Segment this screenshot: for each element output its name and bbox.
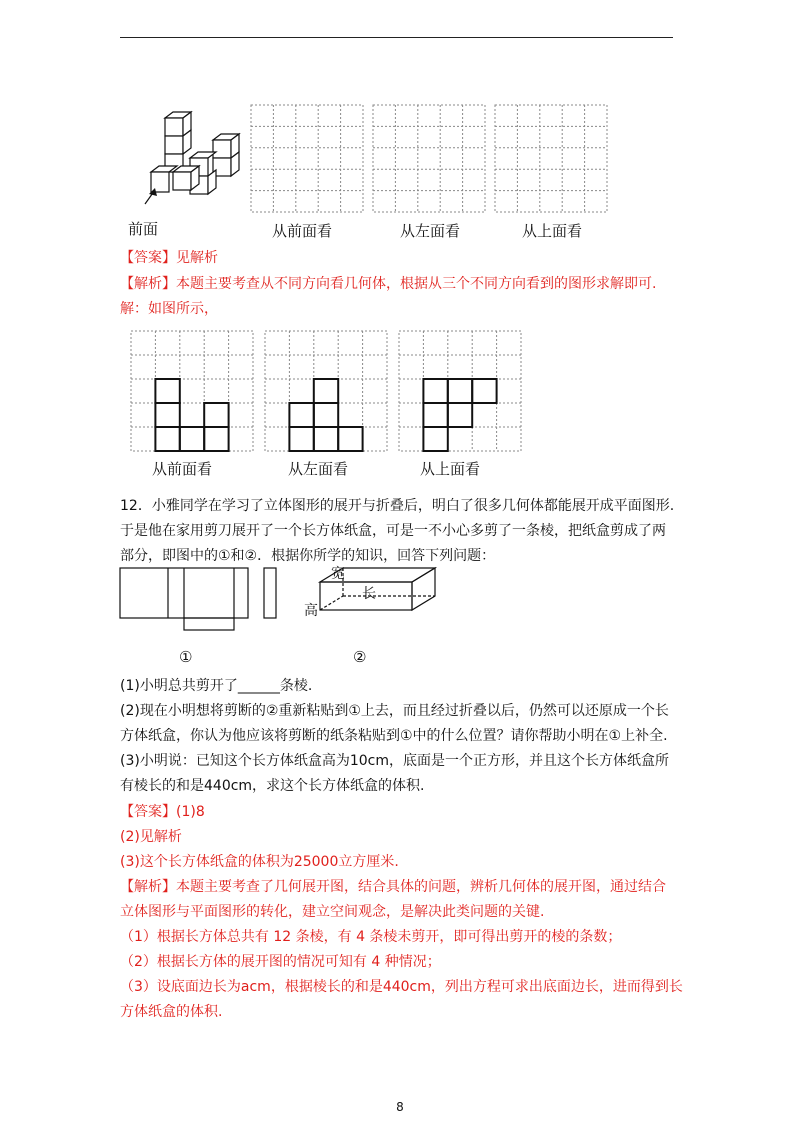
label-circle-1: ① (179, 648, 193, 666)
q12-answer-2: (2)见解析 (120, 829, 182, 845)
q12-stem-line-2: 于是他在家用剪刀展开了一个长方体纸盒，可是一不小心多剪了一条棱，把纸盒剪成了两 (120, 523, 666, 539)
analysis-tag: 【解析】 (120, 276, 176, 292)
q12-analysis-line-1 (120, 877, 666, 897)
q12-point-4: 方体纸盒的体积. (120, 1004, 223, 1020)
solution-label-left: 从左面看 (288, 460, 349, 478)
solution-label-top: 从上面看 (420, 460, 481, 478)
cube-stack-figure (135, 110, 245, 205)
q12-analysis-tag: 【解析】 (120, 879, 176, 895)
label-high: 高 (304, 603, 318, 619)
q12-point-1: （1）根据长方体总共有 12 条棱，有 4 条棱未剪开，即可得出剪开的棱的条数； (120, 929, 622, 945)
q12-stem-line-3: 部分，即图中的①和②．根据你所学的知识，回答下列问题： (120, 548, 496, 564)
q12-answer-line-1 (120, 802, 205, 822)
q12-stem-line-1: 12．小雅同学在学习了立体图形的展开与折叠后，明白了很多几何体都能展开成平面图形. (120, 498, 675, 514)
view-label-top: 从上面看 (522, 222, 583, 240)
label-long: 长 (362, 586, 376, 602)
analysis-line-1 (120, 274, 656, 294)
page-number: 8 (396, 1100, 404, 1114)
q12-sub2-line-2: 方体纸盒，你认为他应该将剪断的纸条粘贴到①中的什么位置？请你帮助小明在①上补全. (120, 728, 668, 744)
answer-tag: 【答案】 (120, 250, 176, 266)
solution-grid-left (264, 330, 389, 452)
empty-grid-top (494, 104, 609, 214)
solution-line: 解：如图所示， (120, 301, 218, 317)
answer-line-1 (120, 248, 218, 268)
q12-answer-3: (3)这个长方体纸盒的体积为25000立方厘米. (120, 854, 399, 870)
q12-sub2-line-1: (2)现在小明想将剪断的②重新粘贴到①上去，而且经过折叠以后，仍然可以还原成一个长 (120, 703, 669, 719)
q12-point-2: （2）根据长方体的展开图的情况可知有 4 种情况； (120, 954, 441, 970)
q12-point-3: （3）设底面边长为acm，根据棱长的和是440cm，列出方程可求出底面边长，进而得到长 (120, 979, 683, 995)
q12-sub1: (1)小明总共剪开了______条棱. (120, 678, 313, 694)
unfolded-box-figure (118, 564, 283, 634)
q12-sub3-line-1: (3)小明说：已知这个长方体纸盒高为10cm，底面是一个正方形，并且这个长方体纸盒所 (120, 753, 669, 769)
q12-sub3-line-2: 有棱长的和是440cm，求这个长方体纸盒的体积. (120, 778, 425, 794)
q12-analysis-line-2: 立体图形与平面图形的转化，建立空间观念，是解决此类问题的关键. (120, 904, 545, 920)
q12-answer-1: (1)8 (176, 804, 205, 820)
solution-grid-top (398, 330, 523, 452)
q12-analysis-text-1: 本题主要考查了几何展开图，结合具体的问题，辨析几何体的展开图，通过结合 (176, 879, 666, 895)
empty-grid-left (372, 104, 487, 214)
solution-label-front: 从前面看 (152, 460, 213, 478)
answer-text: 见解析 (176, 250, 218, 266)
label-circle-2: ② (353, 648, 367, 666)
q12-answer-tag: 【答案】 (120, 804, 176, 820)
header-rule (120, 37, 673, 38)
front-label: 前面 (128, 220, 159, 238)
solution-grid-front (130, 330, 255, 452)
empty-grid-front (250, 104, 365, 214)
label-wide: 宽 (331, 566, 345, 582)
analysis-text: 本题主要考查从不同方向看几何体，根据从三个不同方向看到的图形求解即可. (176, 276, 657, 292)
view-label-front: 从前面看 (272, 222, 333, 240)
view-label-left: 从左面看 (400, 222, 461, 240)
